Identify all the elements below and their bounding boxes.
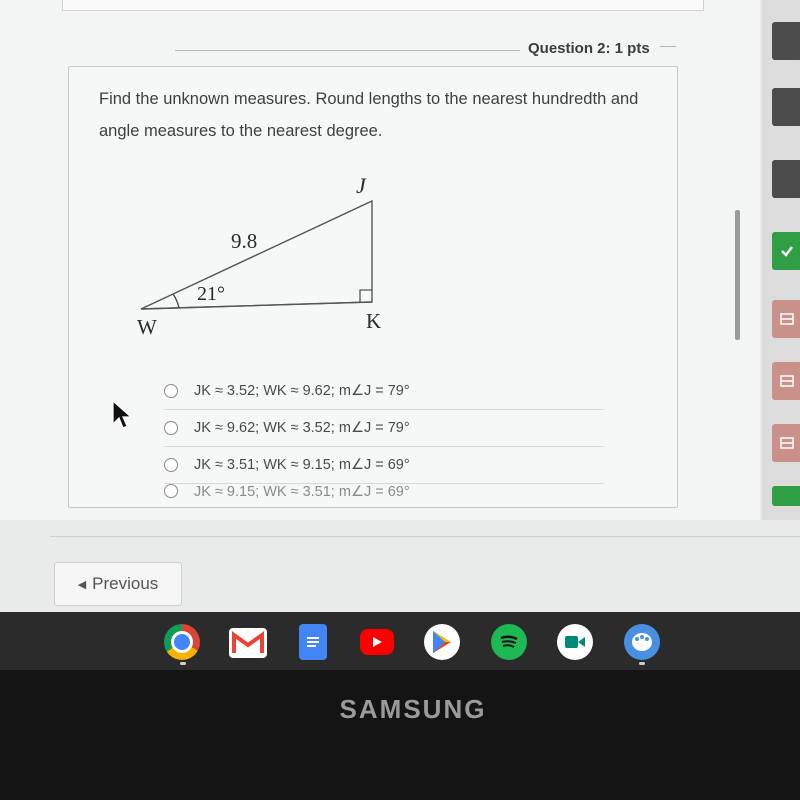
chrome-icon[interactable] xyxy=(164,624,200,660)
app-running-indicator xyxy=(180,662,186,665)
app-running-indicator xyxy=(639,662,645,665)
question-nav-button[interactable] xyxy=(772,88,800,126)
mouse-cursor-icon xyxy=(112,400,134,430)
radio-button[interactable] xyxy=(164,458,178,472)
spotify-icon[interactable] xyxy=(491,624,527,660)
question-nav-button[interactable] xyxy=(772,486,800,506)
question-nav-list-icon[interactable] xyxy=(772,424,800,462)
answer-choice-1[interactable] xyxy=(164,373,604,410)
question-nav-list-icon[interactable] xyxy=(772,362,800,400)
vertex-label-k: K xyxy=(366,309,382,333)
chevron-left-icon: ◀ xyxy=(77,578,87,591)
answer-choice-3[interactable] xyxy=(164,447,604,484)
palette-icon[interactable] xyxy=(624,624,660,660)
question-navigator-rail xyxy=(762,0,800,520)
question-nav-list-icon[interactable] xyxy=(772,300,800,338)
footer-divider xyxy=(50,536,800,537)
question-header-rule-tail xyxy=(660,46,676,47)
question-box xyxy=(68,66,678,508)
vertex-label-w: W xyxy=(137,315,157,339)
question-header: Question 2: 1 pts xyxy=(528,40,650,57)
question-nav-button[interactable] xyxy=(772,22,800,60)
play-store-icon[interactable] xyxy=(424,624,460,660)
vertex-label-j: J xyxy=(356,173,366,198)
angle-w-label: 21° xyxy=(197,283,225,305)
meet-icon[interactable] xyxy=(557,624,593,660)
answered-check-icon[interactable] xyxy=(772,232,800,270)
previous-button[interactable] xyxy=(54,562,182,606)
choice-label: JK ≈ 3.52; WK ≈ 9.62; m∠J = 79° xyxy=(194,383,410,399)
previous-question-box-edge xyxy=(62,0,704,11)
right-angle-marker xyxy=(360,290,372,302)
answer-choice-4[interactable] xyxy=(164,484,604,504)
youtube-icon[interactable] xyxy=(360,629,394,655)
gmail-icon[interactable] xyxy=(229,628,267,658)
choice-label: JK ≈ 3.51; WK ≈ 9.15; m∠J = 69° xyxy=(194,457,410,473)
device-brand-logo: SAMSUNG xyxy=(339,694,487,724)
docs-icon[interactable] xyxy=(299,624,327,660)
laptop-bezel xyxy=(0,670,800,800)
triangle-shape xyxy=(141,201,372,309)
radio-button[interactable] xyxy=(164,421,178,435)
radio-button[interactable] xyxy=(164,484,178,498)
previous-button-label: Previous xyxy=(92,574,159,593)
question-nav-button[interactable] xyxy=(772,160,800,198)
angle-arc xyxy=(173,294,179,308)
scrollbar-thumb[interactable] xyxy=(735,210,740,340)
right-triangle-diagram xyxy=(129,167,429,347)
answer-choices xyxy=(164,373,604,504)
choice-label: JK ≈ 9.15; WK ≈ 3.51; m∠J = 69° xyxy=(194,484,410,500)
question-prompt: Find the unknown measures. Round lengths to the nearest hundredth and angle measures to the nearest degree. xyxy=(99,90,639,140)
chromeos-shelf xyxy=(0,612,800,670)
answer-choice-2[interactable] xyxy=(164,410,604,447)
radio-button[interactable] xyxy=(164,384,178,398)
choice-label: JK ≈ 9.62; WK ≈ 3.52; m∠J = 79° xyxy=(194,420,410,436)
question-header-rule xyxy=(175,50,520,51)
hypotenuse-length-label: 9.8 xyxy=(231,229,258,253)
